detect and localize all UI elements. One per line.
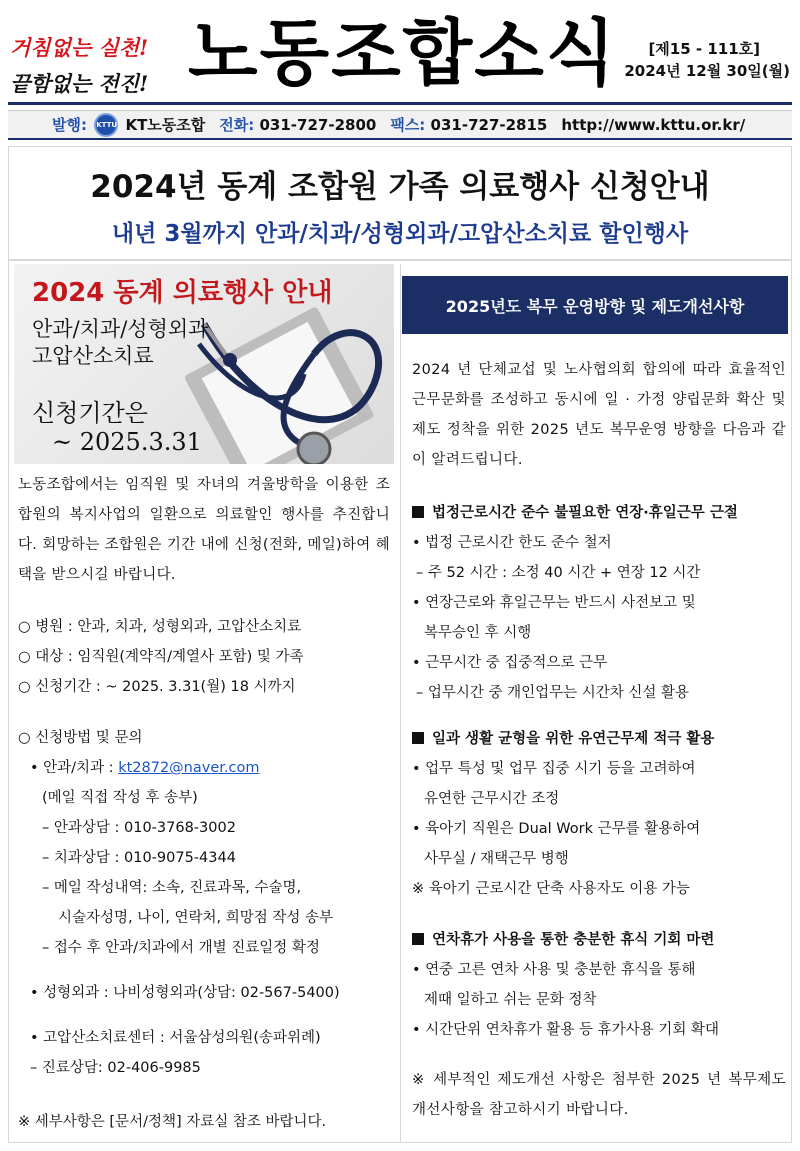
headline-box: [8, 146, 792, 260]
section-2-title-text: 일과 생활 균형을 위한 유연근무제 적극 활용: [432, 731, 715, 747]
hyperbaric-consult: – 진료상담: 02-406-9985: [30, 1060, 201, 1076]
dental-consult: – 치과상담 : 010-9075-4344: [42, 850, 236, 866]
section-3-title: [412, 925, 786, 955]
headline-title: 2024년 동계 조합원 가족 의료행사 신청안내: [90, 169, 710, 205]
issue-info: [624, 38, 790, 82]
left-method-list: [18, 723, 390, 1083]
mail-content-1: – 메일 작성내역: 소속, 진료과목, 수술명,: [42, 880, 302, 896]
section-2-title: [412, 724, 786, 754]
square-bullet-icon: [412, 506, 424, 518]
list-item-period: ○ 신청기간 : ~ 2025. 3.31(월) 18 시까지: [18, 679, 296, 695]
newsletter-page: [8, 8, 792, 1143]
left-info-list: [18, 612, 390, 702]
publisher-label: 발행:: [52, 115, 87, 134]
section-1-item: • 법정 근로시간 한도 준수 철저: [412, 535, 612, 551]
phone-label: 전화:: [219, 116, 255, 134]
hyperbaric-line: • 고압산소치료센터 : 서울삼성의원(송파위례): [30, 1030, 321, 1046]
slogan-1: 거침없는 실천!: [10, 35, 149, 60]
right-note: ※ 세부적인 제도개선 사항은 첨부한 2025 년 복무제도 개선사항을 참고하시기 바랍니다.: [412, 1072, 786, 1118]
slogan-block: [10, 30, 180, 102]
masthead-title: 노동조합소식: [188, 11, 618, 95]
section-2-item: ※ 육아기 근로시간 단축 사용자도 이용 가능: [412, 881, 690, 897]
section-2: [412, 724, 786, 904]
right-intro: 2024 년 단체교섭 및 노사협의회 합의에 따라 효율적인 근무문화를 조성하고 동시에 일 · 가정 양립문화 확산 및 제도 정착을 위한 2025 년도 복무운영 방향을 다음과 같이 알려드립니다.: [412, 362, 786, 468]
website-link[interactable]: http://www.kttu.or.kr/: [561, 115, 746, 134]
section-2-item: 유연한 근무시간 조정: [424, 791, 560, 807]
medical-event-banner: [14, 264, 394, 464]
banner-period: ~ 2025.3.31: [52, 428, 202, 456]
fax-group: [390, 114, 547, 135]
list-item-hospital: ○ 병원 : 안과, 치과, 성형외과, 고압산소치료: [18, 619, 302, 635]
banner-subjects: [32, 316, 208, 370]
spacer: [18, 963, 390, 978]
section-2-item: 사무실 / 재택근무 병행: [424, 851, 569, 867]
section-3-item: • 연중 고른 연차 사용 및 충분한 휴식을 통해: [412, 962, 696, 978]
section-3-item: 제때 일하고 쉬는 문화 정착: [424, 992, 597, 1008]
column-divider: [400, 264, 401, 1142]
plastic-surgery-line: • 성형외과 : 나비성형외과(상담: 02-567-5400): [30, 985, 340, 1001]
banner-period-label: 신청기간은: [32, 399, 148, 427]
section-1-item: • 근무시간 중 집중적으로 근무: [412, 655, 608, 671]
section-2-item: • 업무 특성 및 업무 집중 시기 등을 고려하여: [412, 761, 696, 777]
email-link[interactable]: kt2872@naver.com: [118, 760, 260, 776]
fax-number: 031-727-2815: [430, 116, 548, 134]
slogan-2: 끝함없는 전진!: [10, 71, 149, 96]
headline-subtitle: 내년 3월까지 안과/치과/성형외과/고압산소치료 할인행사: [111, 221, 689, 247]
left-note: ※ 세부사항은 [문서/정책] 자료실 참조 바랍니다.: [18, 1114, 327, 1130]
section-1-item: – 주 52 시간 : 소정 40 시간 + 연장 12 시간: [416, 565, 701, 581]
issue-number: [제15 - 111호]: [648, 40, 760, 58]
publisher-name: KT노동조합: [125, 115, 206, 134]
spacer: [18, 1008, 390, 1023]
phone-group: [219, 114, 376, 135]
eye-dental-line: [18, 753, 390, 783]
section-1-item: 복무승인 후 시행: [424, 625, 532, 641]
email-note: (메일 직접 작성 후 송부): [42, 790, 198, 806]
square-bullet-icon: [412, 732, 424, 744]
left-intro: 노동조합에서는 임직원 및 자녀의 겨울방학을 이용한 조합원의 복지사업의 일환으로 의료할인 행사를 추진합니다. 회망하는 조합원은 기간 내에 신청(전화, 메일)하여 혜택을 받으시길 바랍니다.: [18, 477, 390, 583]
kttu-logo-icon: KTTU: [96, 115, 116, 135]
schedule-note: – 접수 후 안과/치과에서 개별 진료일정 확정: [42, 940, 320, 956]
publisher-bar: [8, 110, 792, 140]
publisher-group: [52, 114, 205, 136]
section-3-item: • 시간단위 연차휴가 활용 등 휴가사용 기회 확대: [412, 1022, 719, 1038]
masthead-rule: [8, 102, 792, 105]
section-1: [412, 498, 786, 708]
mail-content-2: 시술자성명, 나이, 연락처, 희망점 작성 송부: [58, 910, 333, 926]
section-1-item: – 업무시간 중 개인업무는 시간차 신설 활용: [416, 685, 690, 701]
eye-consult: – 안과상담 : 010-3768-3002: [42, 820, 236, 836]
section-1-title: [412, 498, 786, 528]
section-3: [412, 925, 786, 1045]
right-header: 2025년도 복무 운영방향 및 제도개선사항: [402, 276, 788, 334]
section-3-title-text: 연차휴가 사용을 통한 충분한 휴식 기회 마련: [432, 932, 715, 948]
banner-line-1: 안과/치과/성형외과: [32, 317, 209, 341]
method-title: ○ 신청방법 및 문의: [18, 730, 143, 746]
section-1-title-text: 법정근로시간 준수 불필요한 연장·휴일근무 근절: [432, 505, 738, 521]
issue-date: 2024년 12월 30일(월): [624, 62, 790, 80]
banner-line-2: 고압산소치료: [32, 344, 154, 368]
phone-number: 031-727-2800: [259, 116, 377, 134]
section-2-item: • 육아기 직원은 Dual Work 근무를 활용하여: [412, 821, 701, 837]
list-item-target: ○ 대상 : 임직원(계약직/계열사 포함) 및 가족: [18, 649, 304, 665]
banner-title: 2024 동계 의료행사 안내: [32, 278, 333, 308]
square-bullet-icon: [412, 933, 424, 945]
section-1-item: • 연장근로와 휴일근무는 반드시 사전보고 및: [412, 595, 696, 611]
eye-dental-label: • 안과/치과 :: [30, 760, 119, 776]
fax-label: 팩스:: [390, 116, 426, 134]
